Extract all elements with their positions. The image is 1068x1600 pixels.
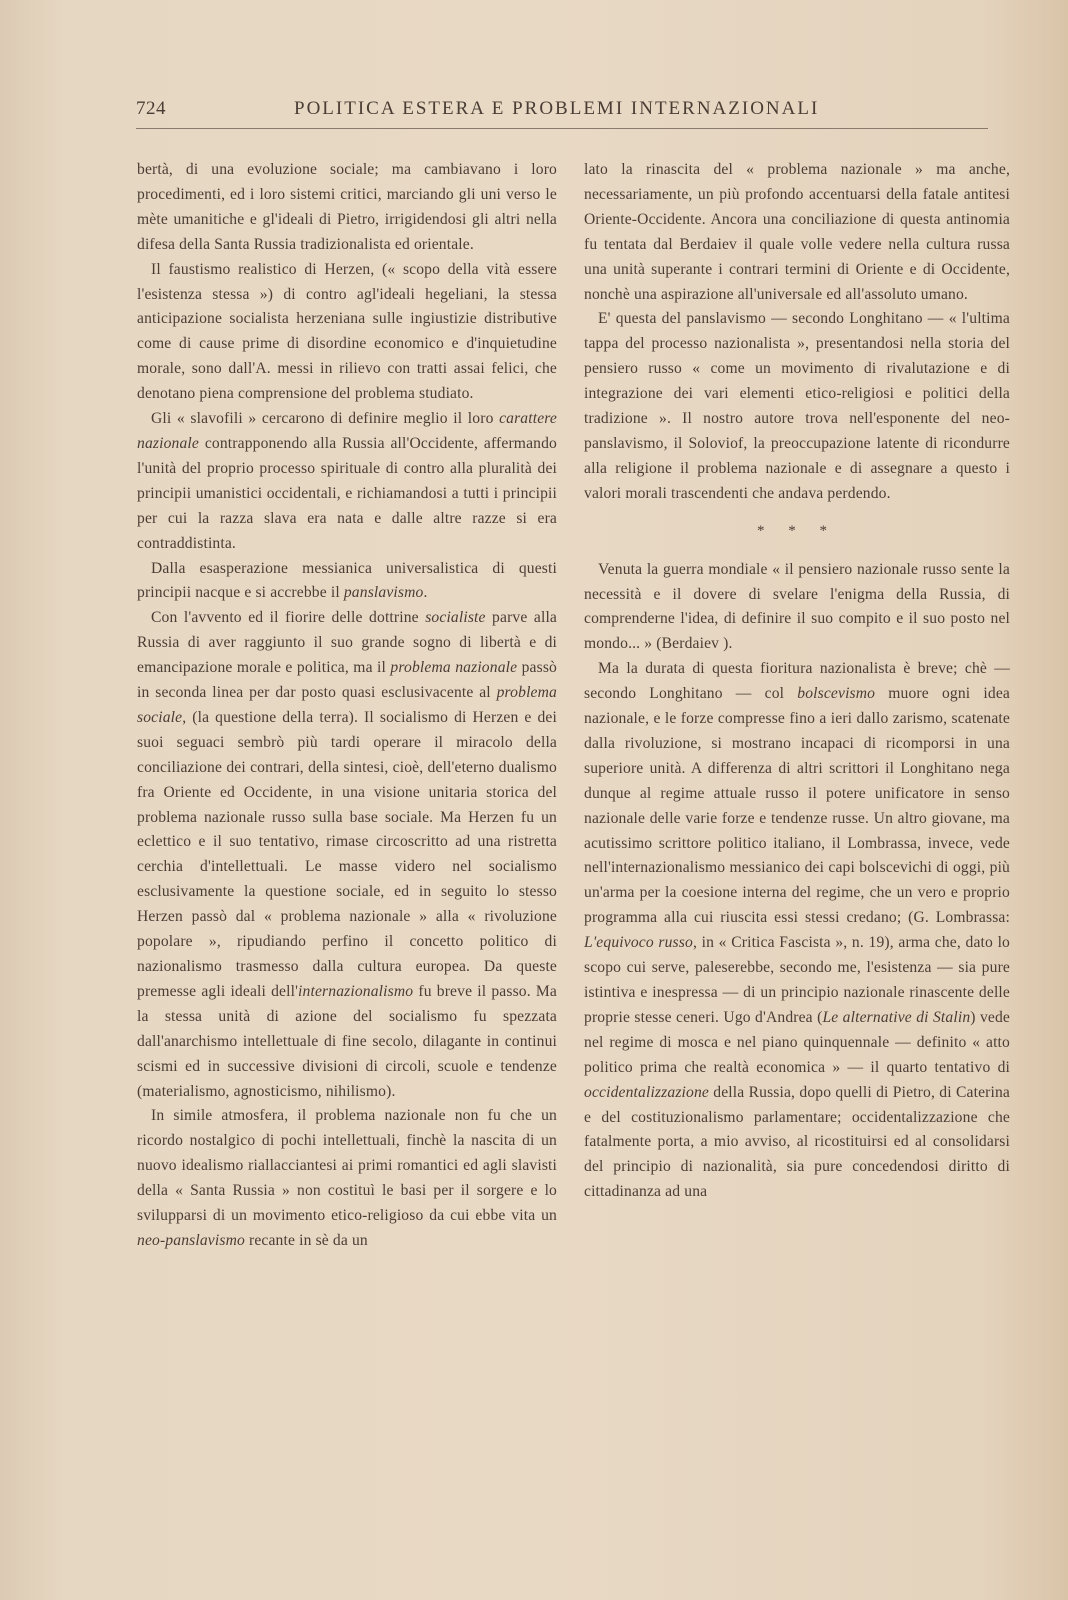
- running-title: POLITICA ESTERA E PROBLEMI INTERNAZIONALI: [294, 98, 820, 119]
- text-run: .: [423, 584, 428, 602]
- text-run: , in « Critica Fascista », n. 19), arma che, dato lo scopo cui serve, paleserebbe, secondo me, l'esistenza — sia pure istintiva e inespressa — di un principio nazionale rinascente delle proprie stesse ceneri. Ugo d'Andrea (: [584, 934, 1011, 1026]
- text-run: ) vede nel regime di mosca e nel piano quinquennale — definito « atto politico prima che realtà economica » — il quarto tentativo di: [584, 1008, 1010, 1076]
- paragraph: [584, 657, 1010, 1205]
- text-run: Dalla esasperazione messianica universalistica di questi principii nacque e si accrebbe il: [137, 559, 557, 602]
- text-run: fu breve il passo. Ma la stessa unità di azione del socialismo fu spezzata dall'anarchismo intellettuale di fine secolo, dilagante in continui scismi ed in successive divisioni di circoli, scuole e tendenze (materialismo, agnosticismo, nihilismo).: [137, 982, 557, 1100]
- italic-term: occidentalizzazione: [584, 1083, 709, 1101]
- paragraph: Il faustismo realistico di Herzen, (« scopo della vità essere l'esistenza stessa ») di contro agl'ideali hegeliani, la stessa anticipazione socialista herzeniana sulle ingiustizie distributive come di cause prime di disordine economico e d'inquietudine morale, sono dall'A. messi in rilievo con tratti assai felici, che denotano piena comprensione del problema studiato.: [137, 260, 557, 403]
- italic-term: bolscevismo: [797, 685, 876, 703]
- paragraph: E' questa del panslavismo — secondo Longhitano — « l'ultima tappa del processo nazionalista », presentandosi nella storia del pensiero russo « come un movimento di rivalutazione e di integrazione dei vari elementi etico-religiosi e politici della tradizione ». Il nostro autore trova nell'esponente del neo-panslavismo, il Soloviof, la preoccupazione latente di ricondurre alla religione il problema nazionale e di assegnare a questo i valori morali trascendenti che andava perdendo.: [584, 310, 1010, 502]
- text-run: recante in sè da un: [244, 1231, 368, 1249]
- italic-term: problema nazionale: [390, 659, 518, 677]
- italic-term: neo-panslavismo: [137, 1231, 245, 1249]
- text-run: Ma la durata di questa fioritura nazionalista è breve; chè — secondo Longhitano — col: [584, 660, 1010, 703]
- paragraph: Venuta la guerra mondiale « il pensiero nazionale russo sente la necessità e il dovere di svelare l'enigma della Russia, di comprenderne l'idea, di definire il suo compito e il suo posto nel mondo... » (Berdaiev ).: [584, 560, 1010, 653]
- text-run: passò in seconda linea per dar posto quasi esclusivacente al: [137, 659, 557, 702]
- text-run: In simile atmosfera, il problema nazionale non fu che un ricordo nostalgico di pochi intellettuali, finchè la nascita di un nuovo idealismo riallacciantesi ai primi romantici ed agli slavisti della « Santa Russia » non costituì le basi per il sorgere e lo svilupparsi di un movimento etico-religioso da cui ebbe vita un: [137, 1107, 557, 1225]
- italic-title: Le alternative di Stalin: [822, 1008, 971, 1026]
- paragraph: [137, 606, 557, 1104]
- page-header: [136, 98, 988, 129]
- right-column: [584, 158, 1010, 1205]
- paragraph: bertà, di una evoluzione sociale; ma cambiavano i loro procedimenti, ed i loro sistemi critici, marciando gli uni verso le mète umanitiche e gl'ideali di Pietro, irrigidendosi gli altri nella difesa della Santa Russia tradizionalista ed orientale.: [137, 161, 557, 253]
- paragraph: [137, 557, 557, 607]
- italic-term: problema sociale: [137, 684, 557, 726]
- text-run: Gli « slavofili » cercarono di definire meglio il loro: [151, 410, 500, 428]
- text-run: muore ogni idea nazionale, e le forze compresse fino a ieri dallo zarismo, scatenate dalla rivoluzione, si mostrano incapaci di ricomporsi in una superiore unità. A differenza di altri scrittori il Longhitano nega dunque al regime attuale russo il potere unificatore in senso nazionale delle varie forze e tendenze russe. Un altro giovane, ma acutissimo scrittore politico italiano, il Lombrassa, invece, vede nell'internazionalismo messianico dei capi bolscevichi di oggi, più un'arma per la coesione interna del regime, che un vero e proprio programma alla cui riuscita essi stessi credano; (G. Lombrassa:: [584, 685, 1010, 927]
- text-run: contrapponendo alla Russia all'Occidente, affermando l'unità del proprio processo spirituale di contro alla pluralità dei principii umanistici occidentali, e richiamandosi a tutti i principii per cui la razza slava era nata e dalle altre razze si era contraddistinta.: [137, 434, 557, 552]
- paragraph: [137, 407, 557, 556]
- italic-term: socialiste: [425, 609, 486, 627]
- text-run: della Russia, dopo quelli di Pietro, di Caterina e del costituzionalismo parlamentare; occidentalizzazione che fatalmente porta, a mio avviso, al ricostituirsi ed al consolidarsi del principio di nazionalità, sia pure concedendosi diritto di cittadinanza ad una: [584, 1083, 1010, 1201]
- italic-term: panslavismo: [343, 584, 424, 602]
- paragraph: lato la rinascita del « problema nazionale » ma anche, necessariamente, un più profondo accentuarsi della fatale antitesi Oriente-Occidente. Ancora una conciliazione di questa antinomia fu tentata dal Berdaiev il quale volle vedere nella cultura russa una unità superante i contrari termini di Oriente e di Occidente, nonchè una aspirazione all'universale ed all'assoluto umano.: [584, 161, 1010, 303]
- page-number: 724: [136, 98, 166, 119]
- section-separator: * * *: [757, 522, 837, 539]
- text-run: Con l'avvento ed il fiorire delle dottrine: [151, 609, 426, 627]
- italic-term: carattere nazionale: [137, 410, 557, 452]
- italic-term: internazionalismo: [298, 982, 414, 1000]
- text-run: parve alla Russia di aver raggiunto il suo grande sogno di libertà e di emancipazione morale e politica, ma il: [137, 609, 557, 677]
- paragraph: [137, 1104, 557, 1253]
- italic-title: L'equivoco russo: [584, 934, 693, 952]
- left-column: [137, 158, 557, 1254]
- text-run: , (la questione della terra). Il socialismo di Herzen e dei suoi seguaci sembrò più tardi operare il miracolo della conciliazione dei contrari, della sintesi, cioè, dell'eterno dualismo fra Oriente ed Occidente, in una visione unitaria storica del problema nazionale russo sulla base sociale. Ma Herzen fu un eclettico e il suo tentativo, rimase circoscritto ad una ristretta cerchia d'intellettuali. Le masse videro nel socialismo esclusivamente la questione sociale, ed in seguito lo stesso Herzen passò dal « problema nazionale » alla « rivoluzione popolare », ripudiando perfino il concetto politico di nazionalismo trasmesso dalla cultura europea. Da queste premesse agli ideali dell': [137, 708, 557, 1000]
